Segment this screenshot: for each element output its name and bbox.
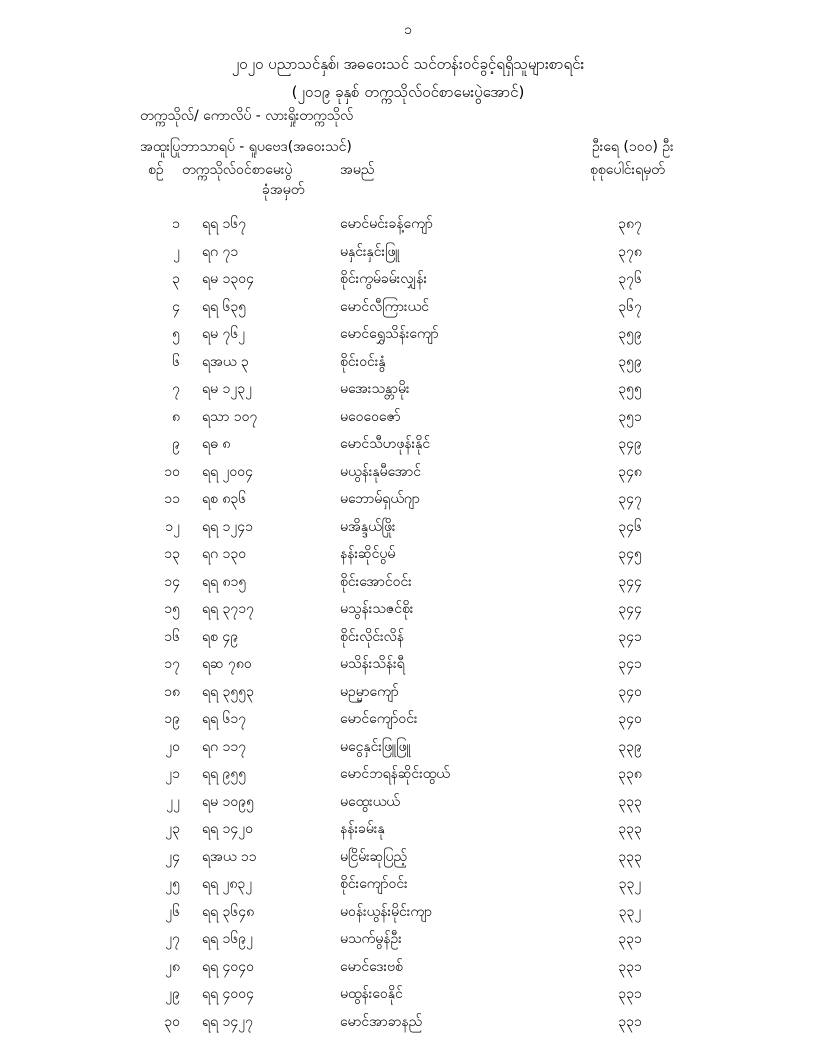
student-name: မောင်ရွှေသိန်းကျော် [340, 326, 439, 342]
total-marks: ၃၃၃ [618, 793, 642, 810]
table-row [0, 1008, 816, 1036]
row-number: ၂၇ [165, 931, 180, 947]
roll-number: ရမ ၁၂၃၂ [202, 381, 252, 397]
table-row [0, 238, 816, 266]
student-name: နန်းခမ်းနု [340, 821, 385, 837]
document-title: ၂၀၂၀ ပညာသင်နှစ်၊ အဓဝေးသင် သင်တန်းဝင်ခွင့်ရရှိသူများစာရင်း [231, 55, 585, 73]
student-name: နန်းဆိုင်ပွမ် [340, 546, 396, 562]
table-row [0, 458, 816, 486]
row-number: ၁၆ [164, 628, 180, 645]
row-number: ၈ [172, 408, 180, 425]
table-row [0, 760, 816, 788]
row-number: ၃ [172, 271, 180, 287]
row-number: ၁၇ [164, 656, 180, 672]
total-marks: ၃၃၃ [618, 848, 642, 865]
table-row [0, 623, 816, 651]
student-name: စိုင်းအောင်ဝင်း [340, 573, 412, 590]
total-marks: ၃၅၅ [618, 381, 642, 397]
row-number: ၁၁ [164, 491, 180, 507]
table-row [0, 595, 816, 623]
roll-number: ရရ ၃၇၁၇ [202, 601, 255, 617]
total-marks: ၃၃၁ [618, 931, 642, 947]
row-number: ၂၆ [165, 903, 180, 920]
total-marks: ၃၇၈ [618, 243, 642, 260]
total-marks: ၃၄၁ [618, 628, 642, 645]
table-row [0, 650, 816, 678]
row-number: ၆ [172, 353, 180, 370]
row-number: ၂၄ [165, 848, 180, 865]
roll-number: ရရ ၂၈၃၂ [202, 876, 253, 892]
roll-number: ရမ ၁၀၉၅ [202, 793, 254, 810]
roll-number: ရရ ၄၀၀၄ [202, 986, 255, 1002]
row-number: ၁၉ [164, 711, 180, 727]
roll-number: ရသာ ၁၀၇ [202, 408, 258, 425]
table-row [0, 513, 816, 541]
student-name: မငြိမ်းဆုပြည့် [340, 848, 408, 865]
table-row [0, 733, 816, 761]
table-row [0, 375, 816, 403]
table-row [0, 815, 816, 843]
major-line: အထူးပြုဘာသာရပ် - ရူပဗေဒ(အဝေးသင်) [140, 139, 352, 155]
results-table [0, 210, 816, 1035]
student-name: မဉမ္မာကျော် [340, 683, 399, 700]
table-row [0, 898, 816, 926]
total-marks: ၃၄၇ [618, 491, 642, 507]
row-number: ၂၉ [165, 986, 180, 1002]
roll-number: ရရ ၄၀၄၀ [202, 958, 255, 975]
student-name: စိုင်းလိုင်းလိန် [340, 628, 405, 645]
roll-number: ရရ ၁၆၉၂ [202, 931, 254, 947]
row-number: ၉ [172, 436, 180, 452]
column-header-roll-line2: ခုံအမှတ် [262, 182, 305, 198]
student-name: မောင်ဘရန်ဆိုင်းထွယ် [340, 766, 450, 782]
student-name: မသက်မွန်ဦး [340, 931, 402, 947]
student-name: မဘောမ်ရှယ်ဂျာ [340, 491, 420, 507]
roll-number: ရဂ ၁၃၀ [202, 546, 247, 562]
total-marks: ၃၅၁ [618, 408, 642, 425]
student-name: မဝန်းယွန်းမိုင်းကျာ [340, 903, 433, 920]
total-marks: ၃၆၇ [618, 298, 642, 315]
roll-number: ရဂ ၇၁ [202, 243, 239, 260]
row-number: ၁၃ [164, 546, 180, 562]
table-row [0, 870, 816, 898]
student-name: မောင်ကျော်ဝင်း [340, 711, 418, 727]
total-marks: ၃၇၆ [618, 271, 642, 287]
university-line: တက္ကသိုလ်/ ကောလိပ် - လားရှိုးတက္ကသိုလ် [140, 108, 354, 124]
total-marks: ၃၅၉ [618, 353, 642, 370]
row-number: ၄ [172, 298, 180, 315]
roll-number: ရရ ၃၆၄၈ [202, 903, 255, 920]
roll-number: ရရ ၂၀၀၄ [202, 463, 254, 480]
table-row [0, 678, 816, 706]
row-number: ၁ [172, 216, 180, 232]
roll-number: ရအယ ၃ [202, 353, 249, 370]
table-row [0, 953, 816, 981]
student-name: မောင်လီကြားယင် [340, 298, 429, 315]
total-marks: ၃၄၉ [618, 436, 642, 452]
total-marks: ၃၃၃ [618, 821, 642, 837]
student-name: စိုင်းကွမ်ခမ်းလျှန်း [340, 271, 428, 287]
student-name: မောင်အာခာနည် [340, 1013, 423, 1030]
total-marks: ၃၄၁ [618, 656, 642, 672]
student-name: မယွန်းနုမီအောင် [340, 463, 422, 480]
column-header-roll: တက္ကသိုလ်ဝင်စာမေးပွဲ [182, 162, 293, 178]
seats-count: ဦးရေ (၁၀၀) ဦး [592, 139, 674, 155]
student-name: စိုင်းဝင်းနွံ [340, 353, 386, 370]
total-marks: ၃၃၁ [618, 986, 642, 1002]
total-marks: ၃၅၉ [618, 326, 642, 342]
total-marks: ၃၄၄ [618, 601, 642, 617]
roll-number: ရအယ ၁၁ [202, 848, 257, 865]
student-name: မထွေးယယ် [340, 793, 400, 810]
roll-number: ရရ ၃၅၅၃ [202, 683, 255, 700]
student-name: မနှင်းနှင်းဖြူ [340, 243, 400, 260]
table-row [0, 788, 816, 816]
column-header-no: စဉ် [148, 162, 164, 178]
roll-number: ရရ ၈၁၅ [202, 573, 247, 590]
roll-number: ရစ ၄၉ [202, 628, 239, 645]
total-marks: ၃၄၆ [618, 518, 642, 535]
total-marks: ၃၄၀ [618, 711, 642, 727]
table-row [0, 430, 816, 458]
table-row [0, 485, 816, 513]
total-marks: ၃၄၄ [618, 573, 642, 590]
table-row [0, 403, 816, 431]
total-marks: ၃၄၈ [618, 463, 642, 480]
total-marks: ၃၄၅ [618, 546, 642, 562]
table-row [0, 843, 816, 871]
roll-number: ရရ ၆၃၅ [202, 298, 247, 315]
total-marks: ၃၃၁ [618, 1013, 642, 1030]
student-name: မအိန္ဒယ်ဖြိုး [340, 518, 396, 535]
row-number: ၁၈ [164, 683, 180, 700]
row-number: ၃၀ [164, 1013, 180, 1030]
student-name: မသွန်းသဇင်စိုး [340, 601, 414, 617]
table-row [0, 348, 816, 376]
table-row [0, 540, 816, 568]
student-name: မောင်မင်းခန့်ကျော် [340, 216, 433, 232]
row-number: ၇ [172, 381, 180, 397]
roll-number: ရရ ၁၄၂၇ [202, 1013, 254, 1030]
roll-number: ရရ ၁၂၄၁ [202, 518, 254, 535]
total-marks: ၃၃၈ [618, 766, 642, 782]
row-number: ၂၈ [165, 958, 180, 975]
table-row [0, 980, 816, 1008]
column-header-marks: စုစုပေါင်းရမှတ် [590, 162, 665, 178]
table-row [0, 265, 816, 293]
table-row [0, 568, 816, 596]
row-number: ၁၅ [164, 601, 180, 617]
row-number: ၂၁ [165, 766, 180, 782]
page-number: ၁ [404, 22, 412, 38]
student-name: မငွေနှင်းဖြူဖြူ [340, 738, 411, 755]
student-name: မထွန်းဝေနိုင် [340, 986, 403, 1002]
row-number: ၁၂ [165, 518, 180, 535]
total-marks: ၃၃၂ [618, 903, 642, 920]
roll-number: ရစ ၈၃၆ [202, 491, 247, 507]
roll-number: ရရ ၁၄၂၀ [202, 821, 254, 837]
student-name: မောင်ဒေးဗစ် [340, 958, 403, 975]
row-number: ၅ [172, 326, 180, 342]
row-number: ၁၄ [164, 573, 180, 590]
roll-number: ရဂ ၁၁၇ [202, 738, 247, 755]
total-marks: ၃၃၁ [618, 958, 642, 975]
row-number: ၂၂ [166, 793, 180, 810]
roll-number: ရရ ၉၅၅ [202, 766, 247, 782]
total-marks: ၃၄၀ [618, 683, 642, 700]
table-header [0, 160, 816, 206]
roll-number: ရရ ၆၁၇ [202, 711, 247, 727]
document-subtitle: (၂၀၁၉ ခုနှစ် တက္ကသိုလ်ဝင်စာမေးပွဲအောင်) [291, 83, 525, 101]
column-header-name: အမည် [340, 162, 375, 178]
student-name: မသိန်းသိန်းရီ [340, 656, 405, 672]
table-row [0, 320, 816, 348]
row-number: ၂၀ [165, 738, 180, 755]
roll-number: ရဆ ၇၈၀ [202, 656, 252, 672]
row-number: ၂၃ [165, 821, 180, 837]
roll-number: ရဓ ၈ [202, 436, 231, 452]
table-row [0, 293, 816, 321]
student-name: မအေးသန္တာမိုး [340, 381, 410, 397]
student-name: မဝေဝေဇော် [340, 408, 401, 425]
row-number: ၂ [173, 243, 180, 260]
total-marks: ၃၃၉ [618, 738, 642, 755]
roll-number: ရရ ၁၆၇ [202, 216, 247, 232]
student-name: မောင်သီဟဖုန်းနိုင် [340, 436, 431, 452]
table-row [0, 705, 816, 733]
roll-number: ရမ ၇၆၂ [202, 326, 246, 342]
row-number: ၁၀ [164, 463, 180, 480]
total-marks: ၃၈၇ [618, 216, 642, 232]
table-row [0, 925, 816, 953]
row-number: ၂၅ [165, 876, 180, 892]
roll-number: ရမ ၁၃၀၄ [202, 271, 254, 287]
table-row [0, 210, 816, 238]
total-marks: ၃၃၂ [618, 876, 642, 892]
student-name: စိုင်းကျော်ဝင်း [340, 876, 408, 892]
